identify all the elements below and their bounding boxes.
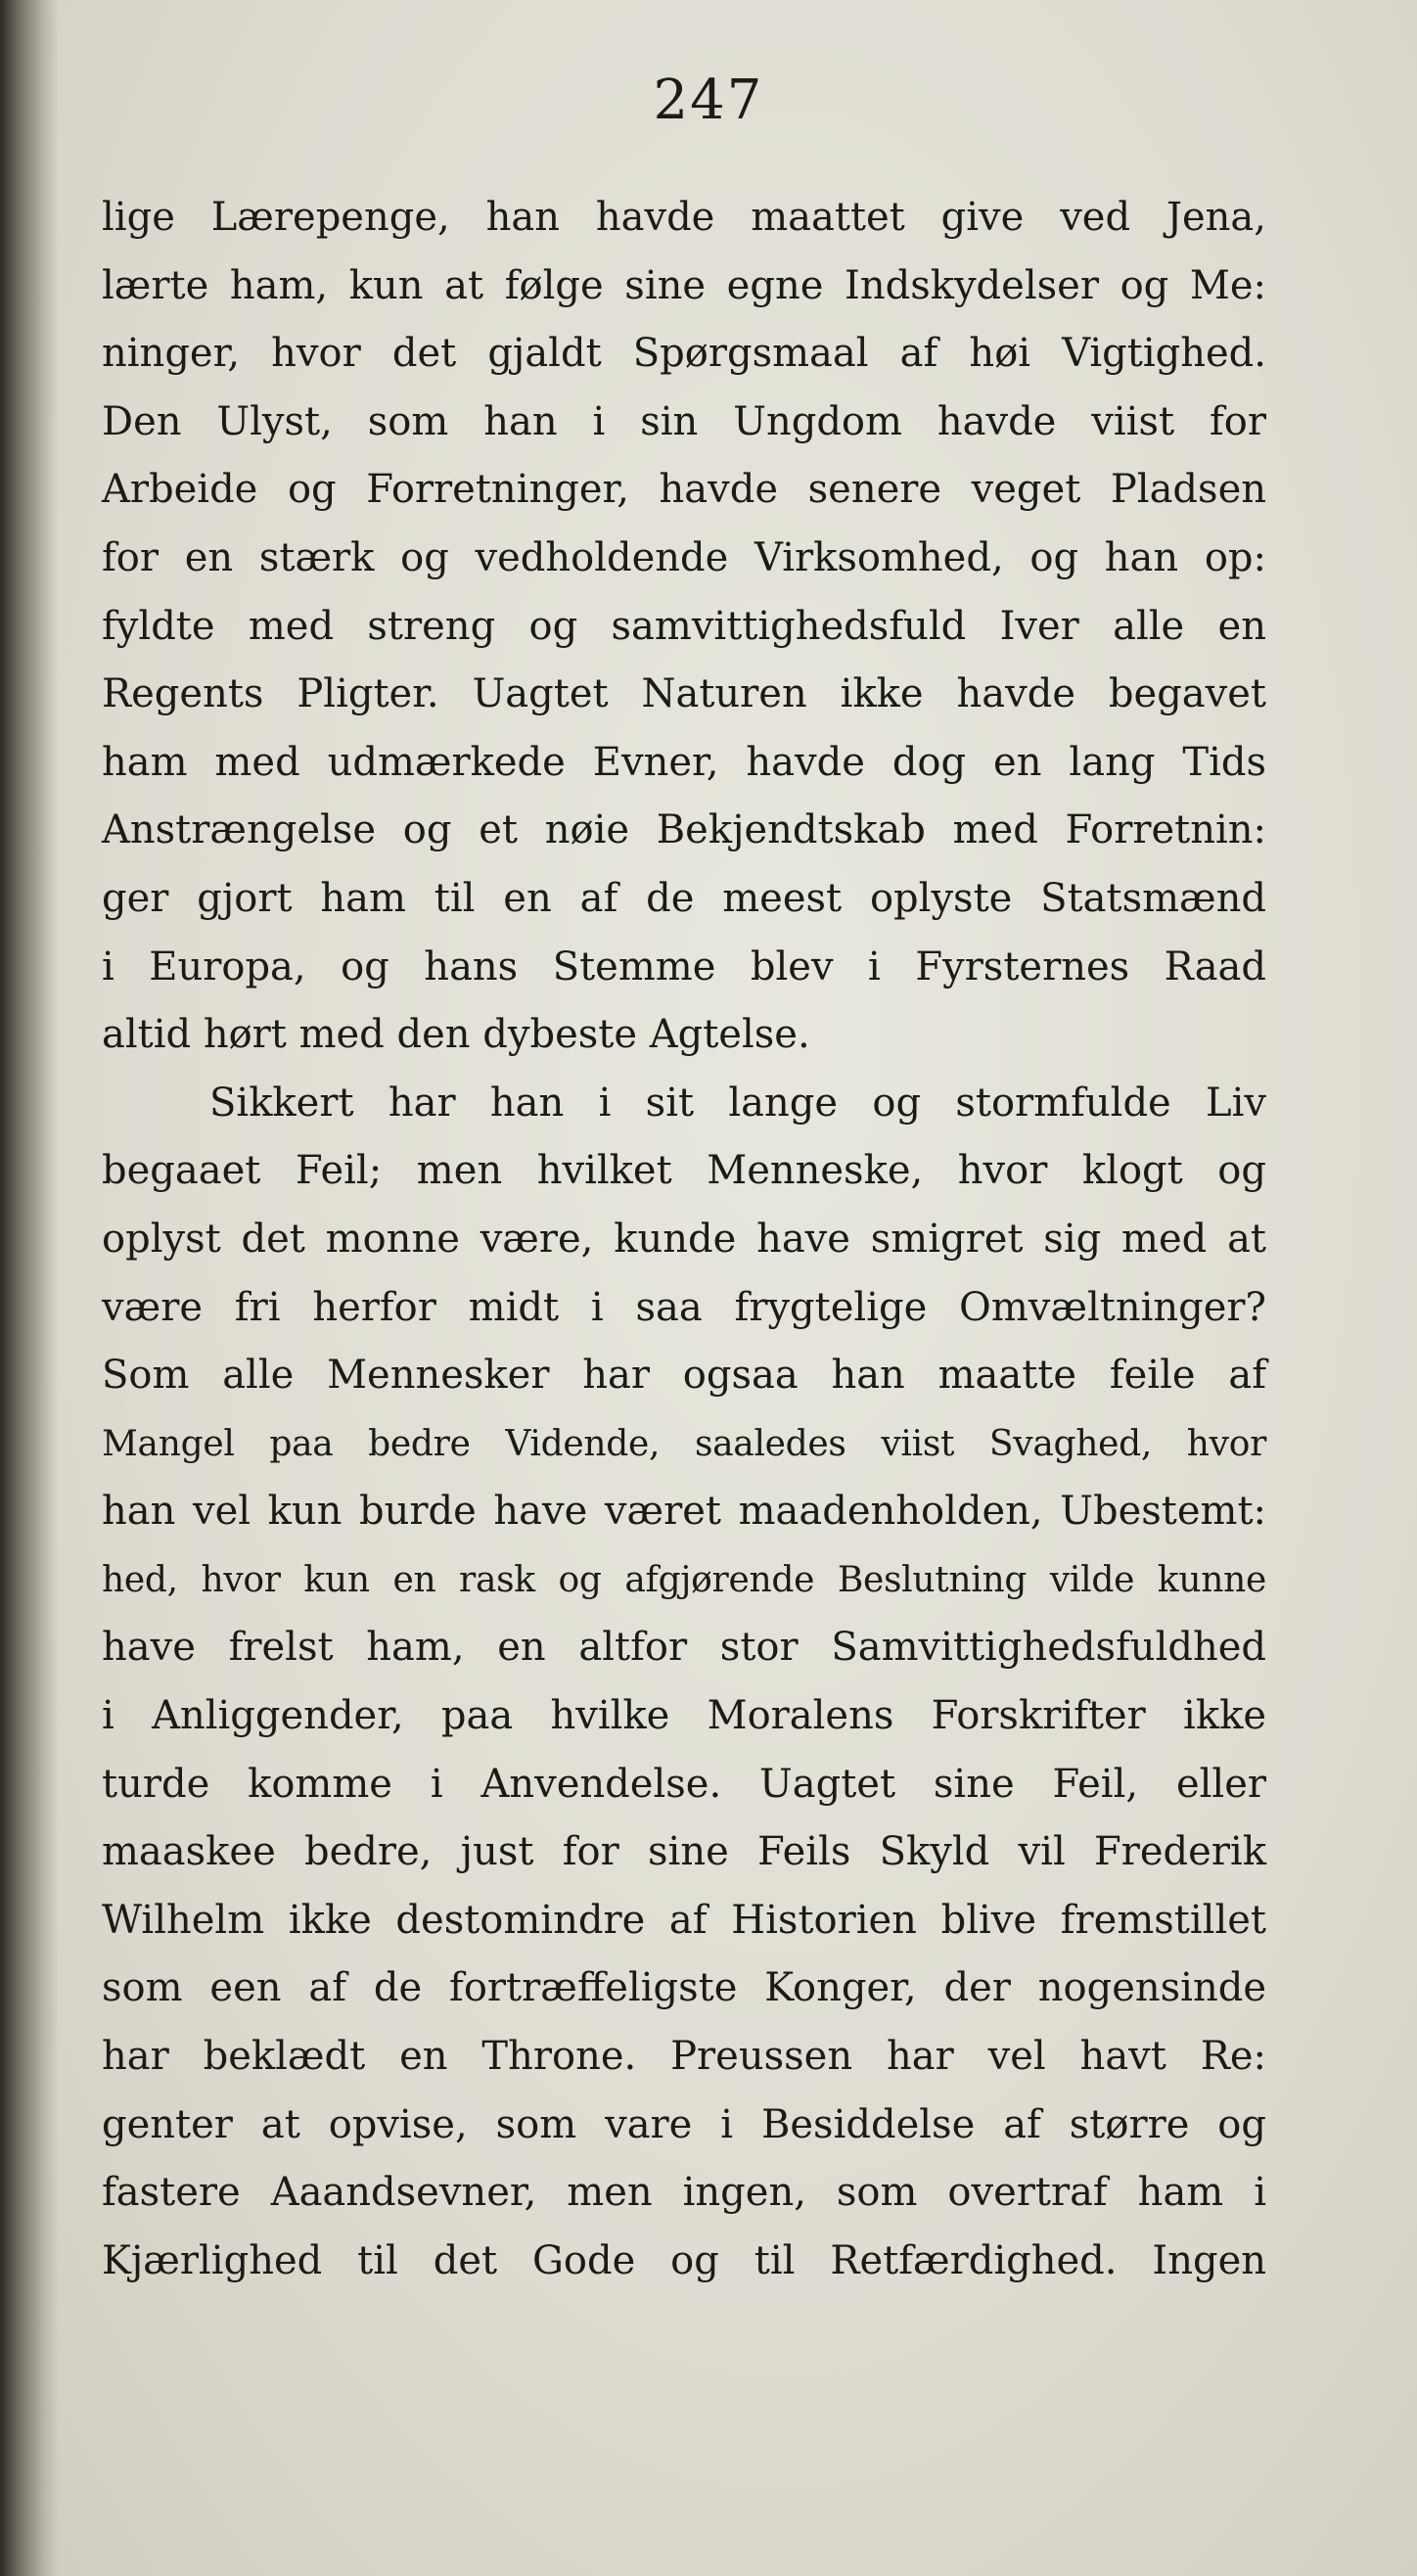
text-line: for en stærk og vedholdende Virksomhed, og han op:	[102, 534, 1266, 580]
text-line: fastere Aaandsevner, men ingen, som overtraf ham i	[102, 2170, 1266, 2216]
text-line: i Europa, og hans Stemme blev i Fyrsternes Raad	[102, 943, 1266, 989]
text-line: Wilhelm ikke destomindre af Historien blive fremstillet	[102, 1897, 1266, 1943]
text-line: Regents Pligter. Uagtet Naturen ikke havde begavet	[102, 671, 1266, 717]
text-line: maaskee bedre, just for sine Feils Skyld vil Frederik	[102, 1829, 1266, 1875]
text-line: hed, hvor kun en rask og afgjørende Beslutning vilde kunne	[102, 1559, 1266, 1600]
paragraph-end-line: altid hørt med den dybeste Agtelse.	[102, 1012, 810, 1058]
text-line: Den Ulyst, som han i sin Ungdom havde viist for	[102, 398, 1266, 444]
text-line: begaaet Feil; men hvilket Menneske, hvor klogt og	[102, 1148, 1266, 1194]
body-text	[102, 184, 1266, 2295]
text-line: har beklædt en Throne. Preussen har vel havt Re:	[102, 2034, 1266, 2080]
text-line: som een af de fortræffeligste Konger, der nogensinde	[102, 1965, 1266, 2011]
text-line: lige Lærepenge, han havde maattet give ved Jena,	[102, 195, 1266, 240]
text-line: genter at opvise, som vare i Besiddelse af større og	[102, 2101, 1266, 2147]
paragraph-start-line: Sikkert har han i sit lange og stormfulde Liv	[209, 1080, 1266, 1126]
text-line: Anstrængelse og et nøie Bekjendtskab med Forretnin:	[102, 807, 1266, 853]
text-line: Mangel paa bedre Vidende, saaledes viist Svaghed, hvor	[102, 1423, 1266, 1464]
text-line: han vel kun burde have været maadenholden, Ubestemt:	[102, 1489, 1266, 1535]
text-line: i Anliggender, paa hvilke Moralens Forskrifter ikke	[102, 1693, 1266, 1739]
text-line: Arbeide og Forretninger, havde senere veget Pladsen	[102, 467, 1266, 513]
text-line: ger gjort ham til en af de meest oplyste Statsmænd	[102, 875, 1266, 921]
text-line: Som alle Mennesker har ogsaa han maatte feile af	[102, 1353, 1266, 1399]
text-line: være fri herfor midt i saa frygtelige Omvæltninger?	[102, 1284, 1266, 1330]
text-line: have frelst ham, en altfor stor Samvittighedsfuldhed	[102, 1625, 1266, 1671]
text-line: oplyst det monne være, kunde have smigret sig med at	[102, 1216, 1266, 1262]
text-line: lærte ham, kun at følge sine egne Indskydelser og Me:	[102, 262, 1266, 308]
page-gutter-shadow	[0, 0, 59, 2576]
text-line: ham med udmærkede Evner, havde dog en lang Tids	[102, 739, 1266, 785]
page-number: 247	[653, 69, 764, 132]
text-line: ninger, hvor det gjaldt Spørgsmaal af høi Vigtighed.	[102, 331, 1266, 377]
text-line: turde komme i Anvendelse. Uagtet sine Feil, eller	[102, 1761, 1266, 1807]
text-line: fyldte med streng og samvittighedsfuld Iver alle en	[102, 603, 1266, 649]
text-line: Kjærlighed til det Gode og til Retfærdighed. Ingen	[102, 2237, 1266, 2283]
